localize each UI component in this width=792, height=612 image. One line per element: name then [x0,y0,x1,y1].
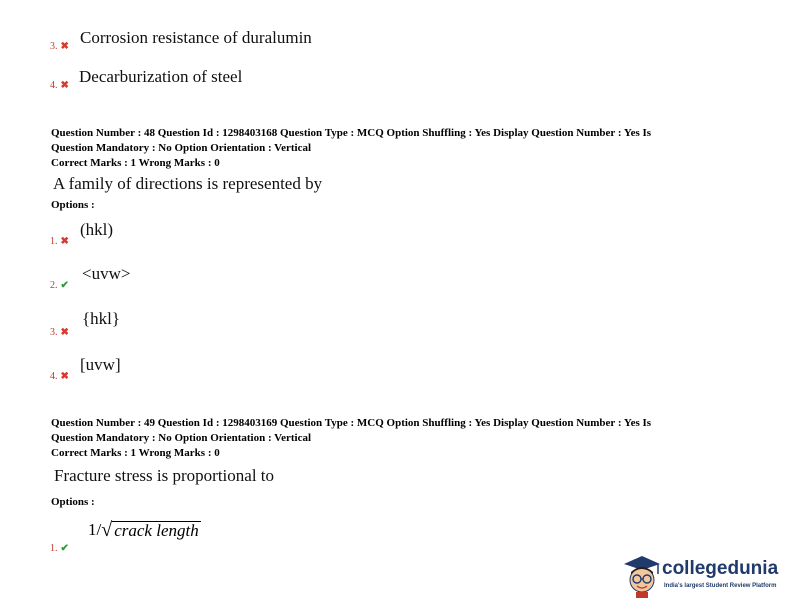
formula-radicand: crack length [114,521,199,540]
q48-meta [51,126,651,171]
q48-option-1 [50,231,69,249]
brand-name: collegedunia [662,558,779,579]
wrong-mark-icon: ✖ [60,41,69,52]
wrong-mark-icon: ✖ [60,327,69,338]
formula-prefix: 1/ [88,520,102,539]
inverse-sqrt-formula [88,520,201,540]
q48-option-2 [50,275,69,293]
option-number: 4. [50,371,58,382]
option-number: 3. [50,327,58,338]
q48-meta-line3: Correct Marks : 1 Wrong Marks : 0 [51,157,220,169]
q49-meta [51,416,651,461]
q49-meta-line3: Correct Marks : 1 Wrong Marks : 0 [51,447,220,459]
prev-option-4 [50,75,69,93]
q48-option-3-text: {hkl} [82,309,121,328]
q48-question-text: A family of directions is represented by [53,174,323,193]
q49-meta-line2: Question Mandatory : No Option Orientation : Vertical [51,432,312,444]
mascot-face-icon [620,550,664,600]
option-number: 1. [50,543,58,554]
option-number: 4. [50,80,58,91]
correct-check-icon: ✔ [60,280,69,291]
q49-options-label: Options : [51,496,95,508]
q49-option-1-formula [88,520,201,540]
q48-option-1-text: (hkl) [80,220,114,239]
q48-option-3 [50,322,69,340]
prev-option-3 [50,36,69,54]
option-number: 1. [50,236,58,247]
correct-check-icon: ✔ [60,543,69,554]
collegedunia-logo [620,550,785,600]
q48-option-4 [50,366,69,384]
wrong-mark-icon: ✖ [60,80,69,91]
brand-tagline: India's largest Student Review Platform [664,583,777,589]
q48-meta-line2: Question Mandatory : No Option Orientation : Vertical [51,142,312,154]
q49-option-1 [50,538,69,556]
option-number: 3. [50,41,58,52]
wrong-mark-icon: ✖ [60,236,69,247]
q48-option-4-text: [uvw] [80,355,121,374]
q48-options-label: Options : [51,199,95,211]
q49-meta-line1: Question Number : 49 Question Id : 1298403169 Question Type : MCQ Option Shuffling : Yes Display Question Number : Yes Is [51,417,652,429]
sqrt-icon: √ [101,519,113,541]
prev-option-4-text: Decarburization of steel [79,67,243,86]
q49-question-text: Fracture stress is proportional to [54,466,275,485]
q48-option-2-text: <uvw> [82,264,131,283]
wrong-mark-icon: ✖ [60,371,69,382]
q48-meta-line1: Question Number : 48 Question Id : 1298403168 Question Type : MCQ Option Shuffling : Yes Display Question Number : Yes Is [51,127,652,139]
prev-option-3-text: Corrosion resistance of duralumin [80,28,312,47]
option-number: 2. [50,280,58,291]
